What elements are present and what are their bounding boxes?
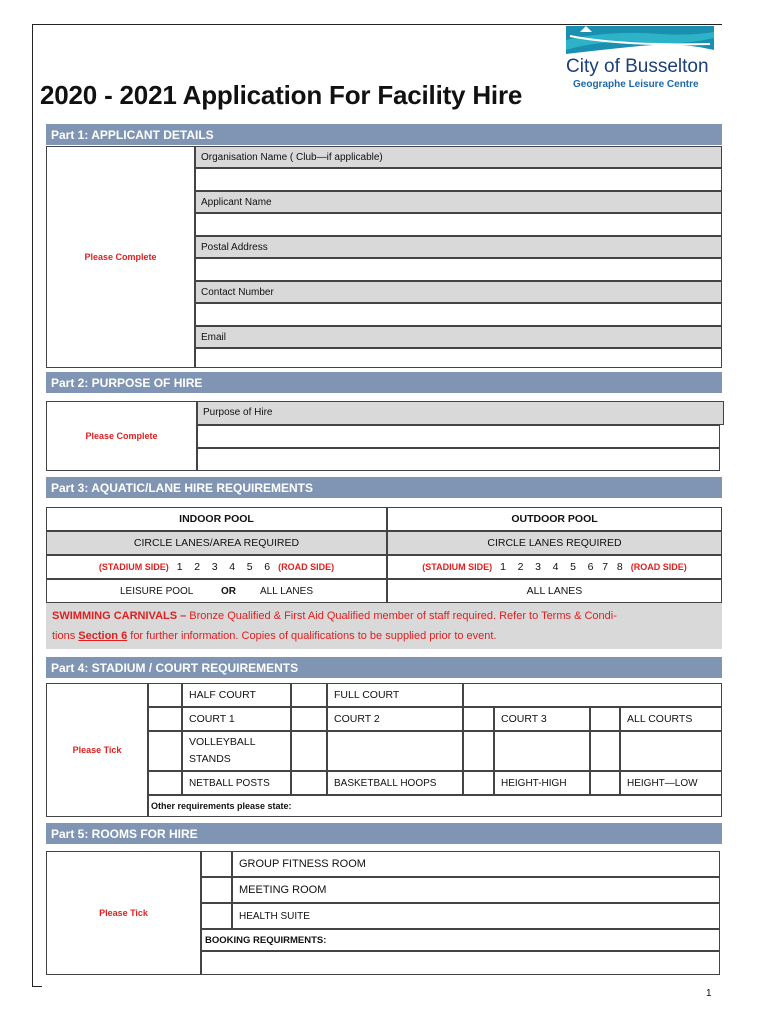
carnival-text-1: Bronze Qualified & First Aid Qualified member of staff required. Refer to Terms & Condi-: [186, 610, 617, 622]
full-court-checkbox[interactable]: [291, 683, 327, 707]
volleyball-label: [182, 731, 291, 771]
indoor-lanes-row: [46, 555, 387, 579]
booking-requirements-label: BOOKING REQUIRMENTS:: [201, 929, 720, 951]
outdoor-pool-title: OUTDOOR POOL: [387, 507, 722, 531]
purpose-of-hire-input-1[interactable]: [197, 425, 720, 448]
contact-number-input[interactable]: [195, 303, 722, 326]
indoor-lanes-subtitle: CIRCLE LANES/AREA REQUIRED: [46, 531, 387, 555]
page-title: 2020 - 2021 Application For Facility Hire: [40, 80, 523, 110]
netball-checkbox[interactable]: [148, 771, 182, 795]
carnival-heading: SWIMMING CARNIVALS –: [52, 610, 187, 622]
row3-blank-6: [620, 731, 722, 771]
leisure-pool-option[interactable]: LEISURE POOL: [120, 585, 194, 597]
volleyball-checkbox[interactable]: [148, 731, 182, 771]
page-border-bottom: [32, 986, 42, 987]
row3-blank-2: [327, 731, 463, 771]
half-court-checkbox[interactable]: [148, 683, 182, 707]
postal-address-input[interactable]: [195, 258, 722, 281]
or-label: OR: [221, 585, 236, 597]
volleyball-label-line1: VOLLEYBALL: [189, 736, 256, 748]
purpose-of-hire-input-2[interactable]: [197, 448, 720, 471]
all-courts-label: ALL COURTS: [620, 707, 722, 731]
page-number: 1: [706, 988, 712, 999]
row3-blank-4: [494, 731, 590, 771]
court-row1-blank: [463, 683, 722, 707]
half-court-label: HALF COURT: [182, 683, 291, 707]
indoor-pool-title: INDOOR POOL: [46, 507, 387, 531]
section-6-link[interactable]: Section 6: [78, 630, 128, 642]
height-low-label: HEIGHT—LOW: [620, 771, 722, 795]
court3-checkbox[interactable]: [463, 707, 494, 731]
height-low-checkbox[interactable]: [590, 771, 620, 795]
indoor-lane-numbers[interactable]: 1 2 3 4 5 6: [176, 561, 271, 573]
outdoor-road-side: (ROAD SIDE): [630, 562, 687, 572]
logo-subtitle: Geographe Leisure Centre: [573, 79, 699, 90]
part3-heading: Part 3: AQUATIC/LANE HIRE REQUIREMENTS: [46, 477, 722, 498]
part4-heading: Part 4: STADIUM / COURT REQUIREMENTS: [46, 657, 722, 678]
indoor-leisure-row: [46, 579, 387, 603]
outdoor-lanes-subtitle: CIRCLE LANES REQUIRED: [387, 531, 722, 555]
other-requirements-field[interactable]: Other requirements please state:: [148, 795, 722, 817]
meeting-room-checkbox[interactable]: [201, 877, 232, 903]
height-high-label: HEIGHT-HIGH: [494, 771, 590, 795]
outdoor-lane-numbers[interactable]: 1 2 3 4 5 6 7 8: [500, 561, 623, 573]
organisation-name-input[interactable]: [195, 168, 722, 191]
email-input[interactable]: [195, 348, 722, 368]
postal-address-label: Postal Address: [195, 236, 722, 258]
part5-side-label: Please Tick: [99, 908, 148, 918]
basketball-label: BASKETBALL HOOPS: [327, 771, 463, 795]
swimming-carnivals-note: [46, 603, 722, 649]
group-fitness-checkbox[interactable]: [201, 851, 232, 877]
indoor-all-lanes-option[interactable]: ALL LANES: [260, 585, 313, 597]
court1-label: COURT 1: [182, 707, 291, 731]
outdoor-all-lanes-option[interactable]: ALL LANES: [387, 579, 722, 603]
email-label: Email: [195, 326, 722, 348]
volleyball-label-line2: STANDS: [189, 753, 231, 765]
purpose-of-hire-label: Purpose of Hire: [197, 401, 724, 425]
full-court-label: FULL COURT: [327, 683, 463, 707]
court1-checkbox[interactable]: [148, 707, 182, 731]
court2-checkbox[interactable]: [291, 707, 327, 731]
group-fitness-label: GROUP FITNESS ROOM: [232, 851, 720, 877]
height-high-checkbox[interactable]: [463, 771, 494, 795]
court2-label: COURT 2: [327, 707, 463, 731]
part1-heading: Part 1: APPLICANT DETAILS: [46, 124, 722, 145]
carnival-text-2b: for further information. Copies of qualifications to be supplied prior to event.: [127, 630, 497, 642]
applicant-name-label: Applicant Name: [195, 191, 722, 213]
row3-blank-5: [590, 731, 620, 771]
carnival-text-2a: tions: [52, 630, 79, 642]
outdoor-lanes-row: [387, 555, 722, 579]
meeting-room-label: MEETING ROOM: [232, 877, 720, 903]
booking-requirements-input[interactable]: [201, 951, 720, 975]
row3-blank-3: [463, 731, 494, 771]
basketball-checkbox[interactable]: [291, 771, 327, 795]
health-suite-checkbox[interactable]: [201, 903, 232, 929]
health-suite-label: HEALTH SUITE: [232, 903, 720, 929]
contact-number-label: Contact Number: [195, 281, 722, 303]
page-border-left: [32, 24, 33, 986]
outdoor-stadium-side: (STADIUM SIDE): [422, 562, 493, 572]
indoor-road-side: (ROAD SIDE): [278, 562, 335, 572]
organisation-name-label: Organisation Name ( Club—if applicable): [195, 146, 722, 168]
all-courts-checkbox[interactable]: [590, 707, 620, 731]
part1-side-label: Please Complete: [84, 252, 157, 262]
indoor-stadium-side: (STADIUM SIDE): [98, 562, 169, 572]
part2-heading: Part 2: PURPOSE OF HIRE: [46, 372, 722, 393]
part2-side-label: Please Complete: [85, 431, 158, 441]
netball-label: NETBALL POSTS: [182, 771, 291, 795]
court3-label: COURT 3: [494, 707, 590, 731]
applicant-name-input[interactable]: [195, 213, 722, 236]
part5-heading: Part 5: ROOMS FOR HIRE: [46, 823, 722, 844]
row3-blank-1: [291, 731, 327, 771]
part4-side-label: Please Tick: [72, 745, 122, 755]
logo-name: City of Busselton: [566, 56, 709, 77]
